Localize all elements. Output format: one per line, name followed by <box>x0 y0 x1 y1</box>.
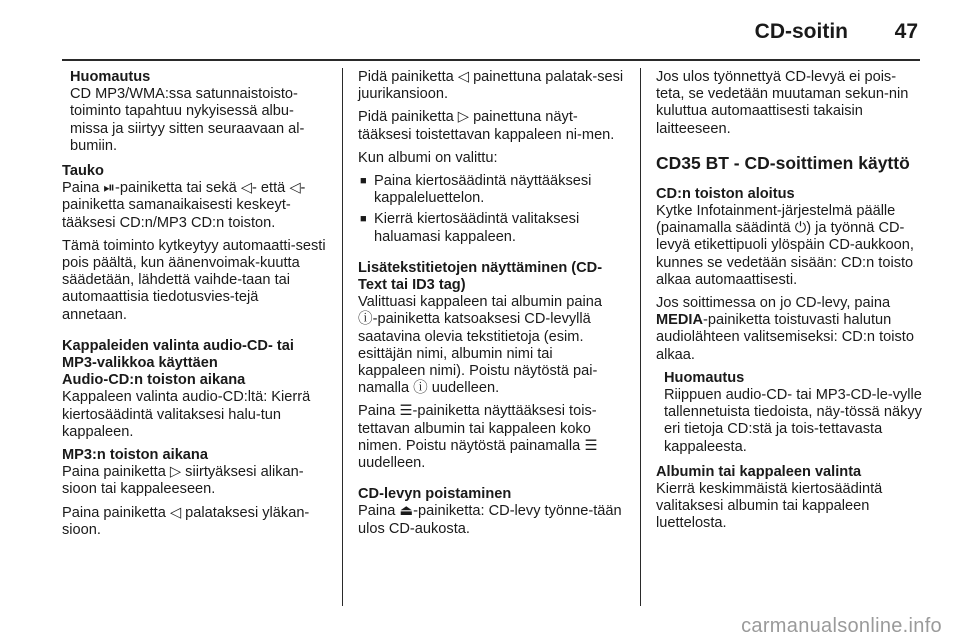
media-button-label: MEDIA <box>656 312 704 329</box>
note-text: Riippuen audio-CD- tai MP3-CD-le-vylle tallennetuista tiedoista, näy-tössä näkyy eri tietoja CD:stä ja tois-tettavasta kappaleesta. <box>664 387 922 455</box>
paragraph: Tämä toiminto kytkeytyy automaatti-sesti pois päältä, kun äänenvoimak-kuutta säädetään, lähdettä vaihde-taan tai automaattisia tiedotusvies-tejä annetaan. <box>62 237 326 323</box>
paragraph: Kierrä keskimmäistä kiertosäädintä valitaksesi albumin tai kappaleen luettelosta. <box>656 481 883 532</box>
list-item: ■ Kierrä kiertosäädintä valitaksesi haluamasi kappaleen. <box>358 211 624 245</box>
paragraph: Pidä painiketta ◁ painettuna palatak-sesi juurikansioon. <box>358 69 624 103</box>
note-box <box>62 69 326 155</box>
paragraph: Paina ⏯-painiketta tai sekä ◁- että ◁-painiketta samanaikaisesti keskeyt-tääksesi CD:n/MP3 CD:n toiston. <box>62 180 306 231</box>
section-heading-tauko: Tauko <box>62 163 104 180</box>
list-item: ■ Paina kiertosäädintä näyttääksesi kappaleluettelon. <box>358 173 624 207</box>
page-number: 47 <box>894 20 918 43</box>
subheading-start-playback: CD:n toiston aloitus <box>656 185 795 202</box>
paragraph: Paina ☰-painiketta näyttääksesi tois-tettavan albumin tai kappaleen koko nimen. Poistu näytöstä painamalla ☰ uudelleen. <box>358 403 598 472</box>
note-box <box>656 370 922 456</box>
subheading-audio-cd: Audio-CD:n toiston aikana <box>62 372 246 389</box>
header-rule <box>62 59 920 61</box>
subheading-album-selection: Albumin tai kappaleen valinta <box>656 463 862 480</box>
subheading-mp3: MP3:n toiston aikana <box>62 447 208 464</box>
section-heading-track-selection: Kappaleiden valinta audio-CD- tai MP3-valikkoa käyttäen <box>62 337 294 372</box>
paragraph: Kappaleen valinta audio-CD:ltä: Kierrä kiertosäädintä valitaksesi halu-tun kappaleen. <box>62 389 311 440</box>
watermark: carmanualsonline.info <box>741 615 942 637</box>
paragraph: Jos ulos työnnettyä CD-levyä ei pois-teta, se vedetään muutaman sekun-nin kuluttua automaattisesti takaisin laitteeseen. <box>656 69 909 137</box>
column-1 <box>62 69 326 545</box>
paragraph: Paina painiketta ▷ siirtyäksesi alikan-sioon tai kappaleeseen. <box>62 464 304 498</box>
note-title: Huomautus <box>664 369 745 386</box>
paragraph: Paina painiketta ◁ palataksesi yläkan-sioon. <box>62 504 310 538</box>
column-divider <box>342 68 343 606</box>
note-title: Huomautus <box>70 69 151 85</box>
paragraph: Pidä painiketta ▷ painettuna näyt-tääksesi toistettavan kappaleen ni-men. <box>358 109 615 143</box>
paragraph: Kytke Infotainment-järjestelmä päälle (painamalla säädintä ⏻) ja työnnä CD-levyä etikettipuoli ylöspäin CD-aukkoon, kunnes se vedetään sisään: CD:n toisto alkaa automaattisesti. <box>656 203 914 288</box>
paragraph: Valittuasi kappaleen tai albumin paina ⓘ-painiketta katsoaksesi CD-levyllä saatavina olevia tekstitietoja (esim. esittäjän nimi, albumin nimi tai kappaleen nimi). Poistu näytöstä pai-namalla ⓘ uudelleen. <box>358 294 602 397</box>
section-heading-cd35bt: CD35 BT - CD-soittimen käyttö <box>656 152 910 173</box>
page-header-title: CD-soitin <box>754 20 848 43</box>
section-heading-eject: CD-levyn poistaminen <box>358 486 512 503</box>
column-divider <box>640 68 641 606</box>
paragraph: Paina ⏏-painiketta: CD-levy työnne-tään ulos CD-aukosta. <box>358 503 622 537</box>
paragraph: Kun albumi on valittu: <box>358 149 498 166</box>
note-text: CD MP3/WMA:ssa satunnaistoisto-toiminto tapahtuu nykyisessä albu-missa ja siirtyy sitten seuraavaan al-bumiin. <box>70 86 305 154</box>
paragraph: Jos soittimessa on jo CD-levy, paina MEDIA-painiketta toistuvasti halutun audiolähteen valitsemiseksi: CD:n toisto alkaa. <box>656 295 914 363</box>
column-2 <box>358 69 624 544</box>
column-3 <box>656 69 922 539</box>
section-heading-cd-text: Lisätekstitietojen näyttäminen (CD-Text tai ID3 tag) <box>358 259 603 294</box>
bullet-list <box>358 173 624 246</box>
